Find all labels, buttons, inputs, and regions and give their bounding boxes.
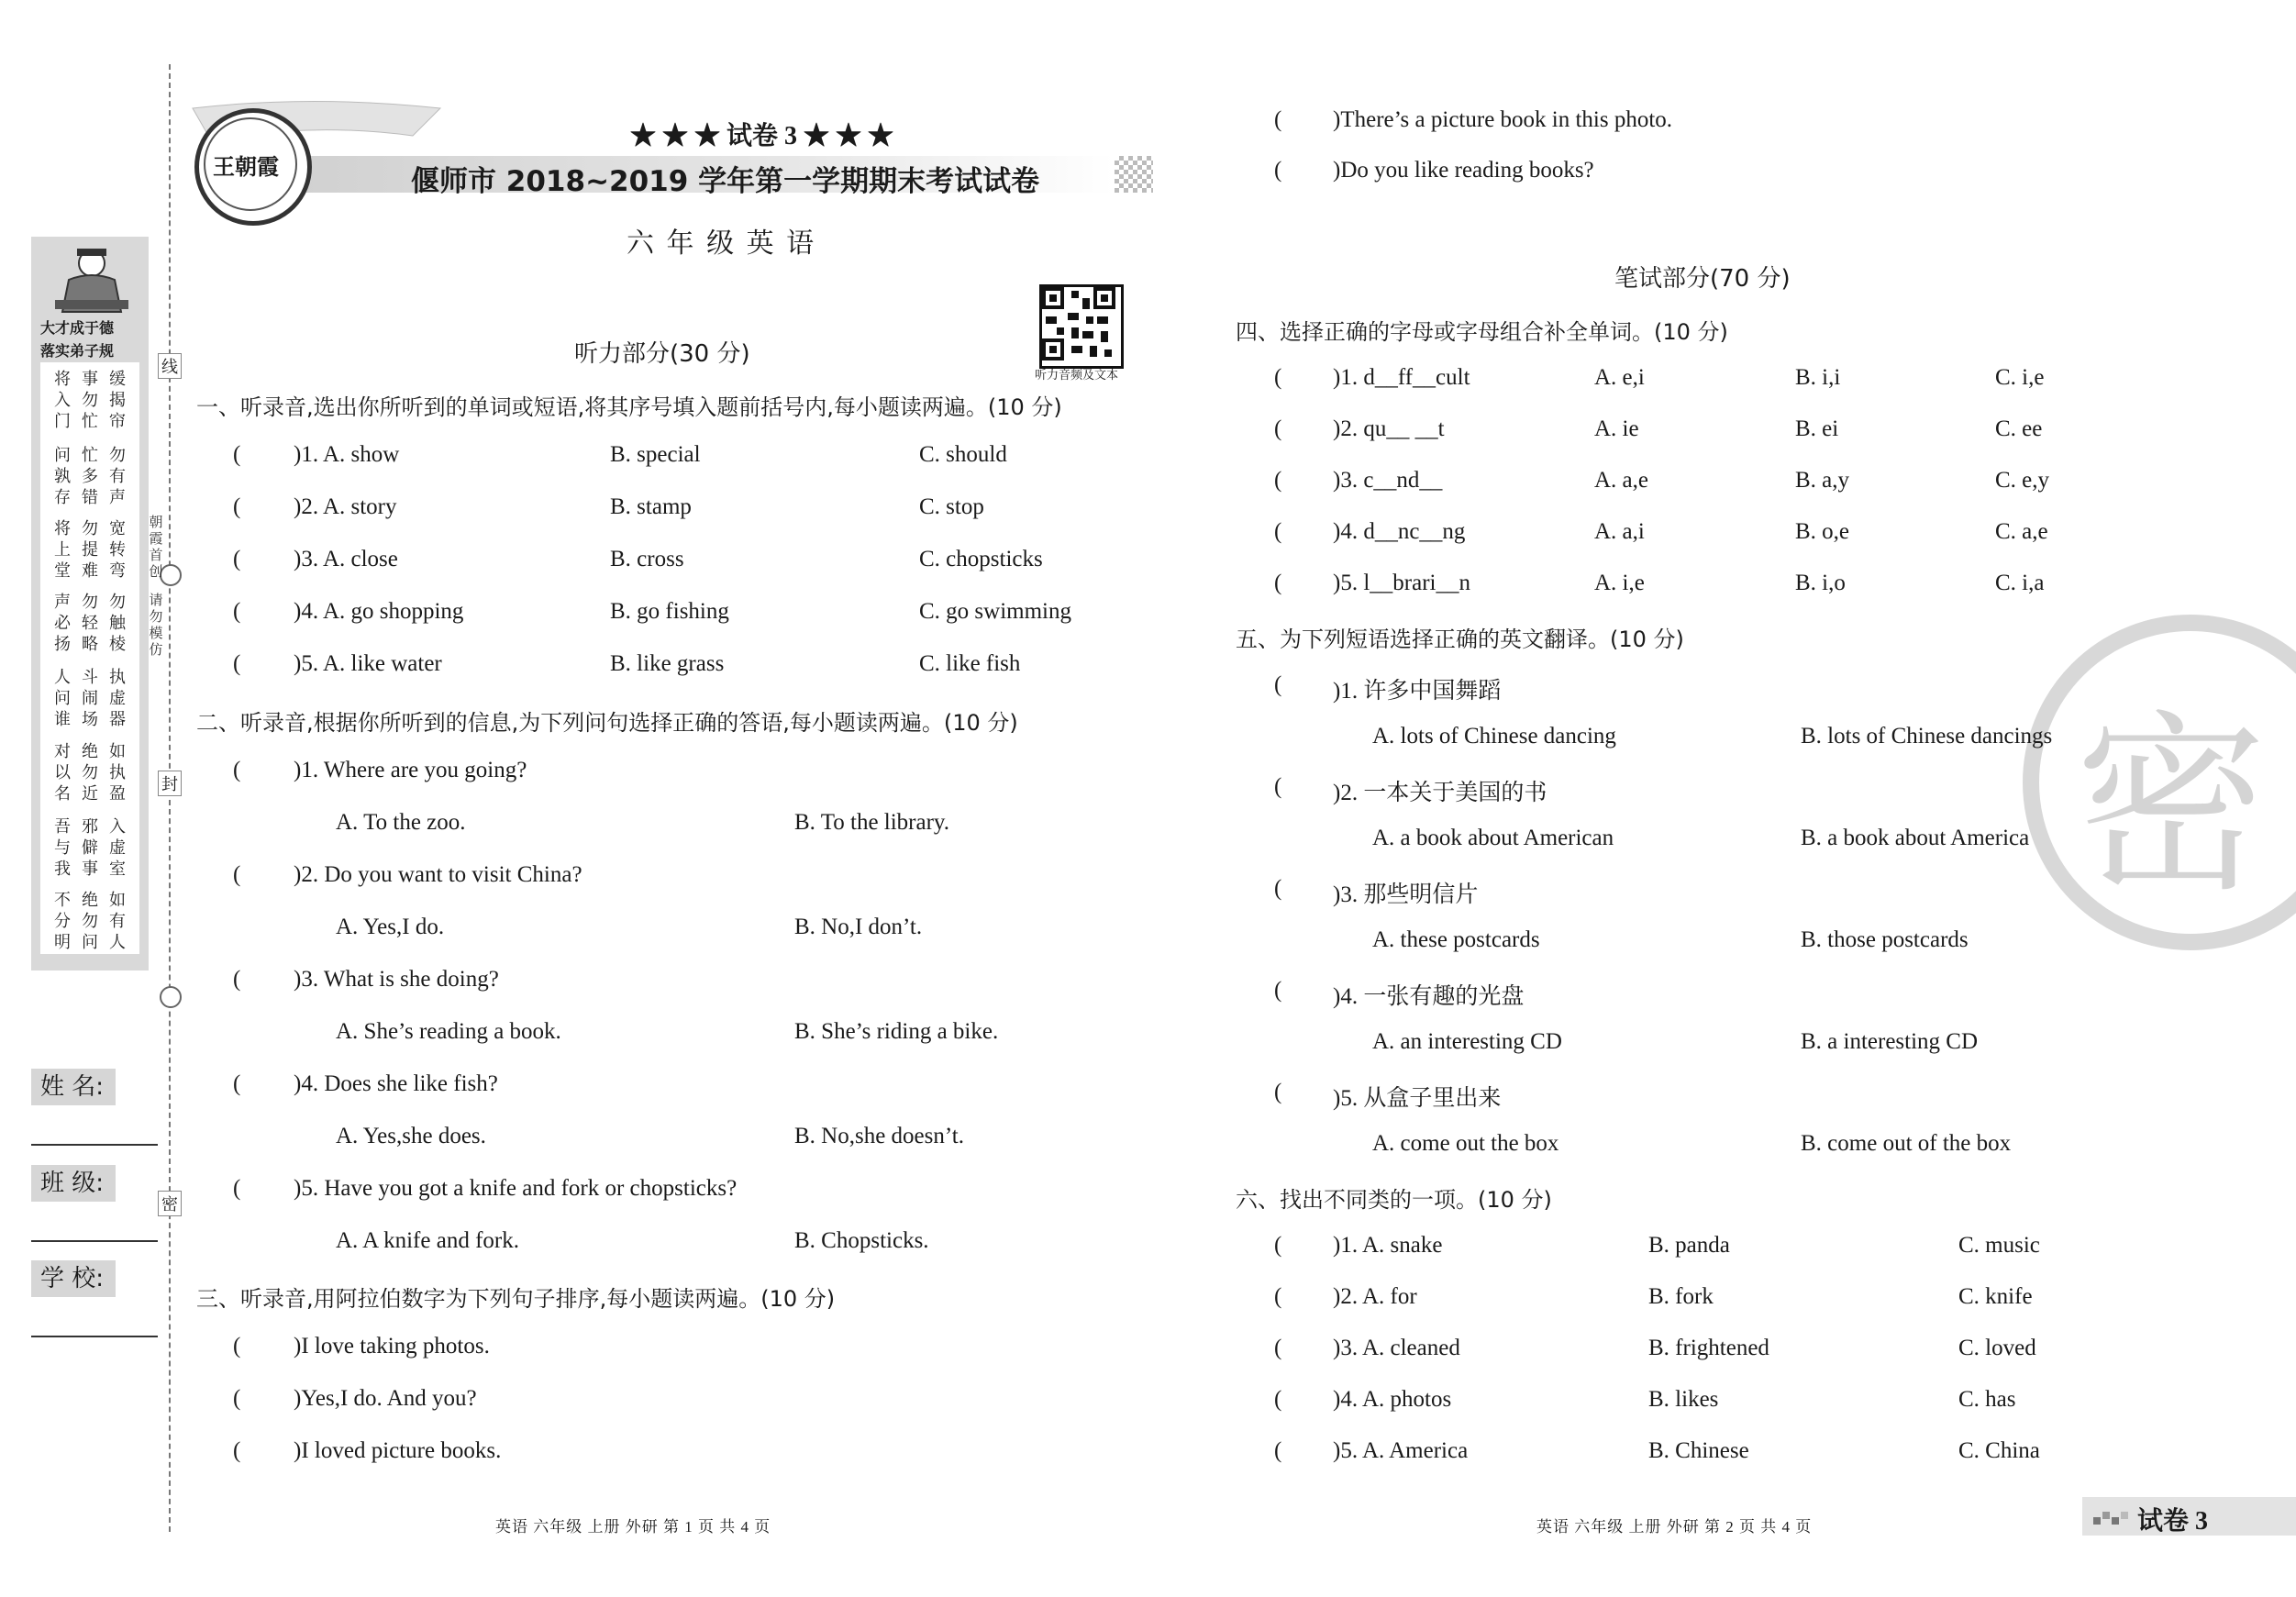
part6-q3-c: C. loved (1958, 1336, 2036, 1360)
motto-col: 不 分 明 (54, 891, 71, 952)
motto-col: 对 以 名 (54, 742, 71, 804)
part4-q4-b: B. o,e (1795, 519, 1850, 544)
part5-q1: )1. 许多中国舞蹈 (1333, 679, 1502, 704)
part2-q3-b: B. She’s riding a bike. (794, 1019, 999, 1044)
part1-q5: )5. A. like water (294, 651, 442, 676)
motto-col: 如 有 人 (109, 891, 126, 952)
part2-q5: )5. Have you got a knife and fork or chopsticks? (294, 1176, 738, 1201)
part4-heading: 四、选择正确的字母或字母组合补全单词。(10 分) (1236, 319, 1728, 345)
answer-bracket[interactable]: ( (1274, 1387, 1282, 1412)
part4-q1: )1. d__ff__cult (1333, 365, 1470, 390)
part4-q5: )5. l__brari__n (1333, 571, 1470, 595)
part4-q4-a: A. a,i (1594, 519, 1645, 544)
motto-col: 入 虚 室 (109, 817, 126, 879)
part6-q3-b: B. frightened (1648, 1336, 1769, 1360)
part2-q3: )3. What is she doing? (294, 967, 499, 992)
part5-q2: )2. 一本关于美国的书 (1333, 781, 1547, 805)
part2-q4-a: A. Yes,she does. (336, 1124, 486, 1148)
motto-col: 问 孰 存 (54, 446, 71, 507)
part4-q4: )4. d__nc__ng (1333, 519, 1466, 544)
part2-q3-a: A. She’s reading a book. (336, 1019, 561, 1044)
logo-text: 王朝霞 (213, 153, 279, 180)
part2-q2: )2. Do you want to visit China? (294, 862, 582, 887)
part6-q5-b: B. Chinese (1648, 1438, 1749, 1463)
answer-bracket[interactable]: ( (1274, 1438, 1282, 1463)
part4-q1-c: C. i,e (1995, 365, 2045, 390)
answer-bracket[interactable]: ( (233, 862, 241, 887)
qr-caption: 听力音频及文本 (1035, 369, 1119, 383)
part1-q3-b: B. cross (610, 547, 684, 571)
part1-q1-b: B. special (610, 442, 701, 467)
part2-q1-b: B. To the library. (794, 810, 950, 835)
qr-code-icon[interactable] (1039, 284, 1124, 369)
part3-s1: )I love taking photos. (294, 1334, 490, 1359)
page-title: 偃师市 2018~2019 学年第一学期期末考试试卷 (411, 165, 1040, 198)
part3-s2: )Yes,I do. And you? (294, 1386, 477, 1411)
watermark-seal-char: 密 (2075, 693, 2268, 918)
part4-q4-c: C. a,e (1995, 519, 2048, 544)
part4-q1-b: B. i,i (1795, 365, 1841, 390)
part2-q4: )4. Does she like fish? (294, 1071, 498, 1096)
part1-q4-b: B. go fishing (610, 599, 729, 624)
part2-q5-a: A. A knife and fork. (336, 1228, 519, 1253)
answer-bracket[interactable]: ( (1274, 1080, 1282, 1104)
part5-q4-b: B. a interesting CD (1801, 1029, 1979, 1054)
part4-q2-a: A. ie (1594, 416, 1639, 441)
part4-q1-a: A. e,i (1594, 365, 1645, 390)
part1-heading: 一、听录音,选出你所听到的单词或短语,将其序号填入题前括号内,每小题读两遍。(10 分) (196, 394, 1062, 420)
part1-q2-c: C. stop (919, 494, 984, 519)
binding-label-feng: 封 (158, 771, 182, 796)
answer-bracket[interactable]: ( (233, 547, 241, 571)
motto-col: 缓 揭 帘 (109, 370, 126, 431)
part2-q1: )1. Where are you going? (294, 758, 527, 782)
answer-bracket[interactable]: ( (1274, 774, 1282, 799)
name-field[interactable] (31, 1144, 158, 1146)
answer-bracket[interactable]: ( (1274, 571, 1282, 595)
part5-q4: )4. 一张有趣的光盘 (1333, 984, 1525, 1009)
part1-q2: )2. A. story (294, 494, 397, 519)
motto-col: 忙 多 错 (82, 446, 98, 507)
paper-tag: ★ ★ ★ 试卷 3 ★ ★ ★ (630, 122, 894, 150)
answer-bracket[interactable]: ( (233, 1334, 241, 1359)
answer-bracket[interactable]: ( (1274, 1336, 1282, 1360)
answer-bracket[interactable]: ( (233, 494, 241, 519)
part1-q2-b: B. stamp (610, 494, 692, 519)
part4-q5-b: B. i,o (1795, 571, 1846, 595)
motto-col: 声 必 扬 (54, 593, 71, 654)
part6-q3-a: )3. A. cleaned (1333, 1336, 1460, 1360)
motto-col: 将 上 堂 (54, 519, 71, 581)
slogan-1: 大才成于德 (40, 319, 115, 337)
part2-heading: 二、听录音,根据你所听到的信息,为下列问句选择正确的答语,每小题读两遍。(10 分) (196, 710, 1018, 736)
part4-q2-c: C. ee (1995, 416, 2043, 441)
part4-q3-b: B. a,y (1795, 468, 1850, 493)
answer-bracket[interactable]: ( (233, 1386, 241, 1411)
motto-col: 吾 与 我 (54, 817, 71, 879)
part6-q2-a: )2. A. for (1333, 1284, 1417, 1309)
motto-col: 绝 勿 问 (82, 891, 98, 952)
part5-q3-a: A. these postcards (1372, 927, 1540, 952)
motto-col: 绝 勿 近 (82, 742, 98, 804)
part1-q4: )4. A. go shopping (294, 599, 464, 624)
part1-q5-c: C. like fish (919, 651, 1021, 676)
answer-bracket[interactable]: ( (233, 967, 241, 992)
motto-col: 如 执 盈 (109, 742, 126, 804)
motto-col: 勿 轻 略 (82, 593, 98, 654)
part4-q3: )3. c__nd__ (1333, 468, 1443, 493)
part4-q2-b: B. ei (1795, 416, 1839, 441)
part6-q1-c: C. music (1958, 1233, 2040, 1258)
part1-q3: )3. A. close (294, 547, 398, 571)
part6-q4-c: C. has (1958, 1387, 2016, 1412)
part1-q1: )1. A. show (294, 442, 400, 467)
part6-q2-b: B. fork (1648, 1284, 1714, 1309)
answer-bracket[interactable]: ( (233, 758, 241, 782)
motto-col: 邪 僻 事 (82, 817, 98, 879)
scholar-illustration-icon (46, 243, 138, 316)
part6-q1-a: )1. A. snake (1333, 1233, 1443, 1258)
answer-bracket[interactable]: ( (233, 651, 241, 676)
answer-bracket[interactable]: ( (1274, 107, 1282, 132)
part4-q2: )2. qu__ __t (1333, 416, 1445, 441)
school-label: 学 校: (31, 1260, 116, 1297)
motto-col: 宽 转 弯 (109, 519, 126, 581)
part1-q3-c: C. chopsticks (919, 547, 1043, 571)
checker-pattern-icon (1115, 156, 1153, 193)
part5-q1-a: A. lots of Chinese dancing (1372, 724, 1616, 749)
school-field[interactable] (31, 1336, 158, 1337)
answer-bracket[interactable]: ( (1274, 978, 1282, 1003)
answer-bracket[interactable]: ( (1274, 365, 1282, 390)
motto-col: 勿 触 棱 (109, 593, 126, 654)
part1-q4-c: C. go swimming (919, 599, 1071, 624)
answer-bracket[interactable]: ( (1274, 158, 1282, 183)
part2-q2-b: B. No,I don’t. (794, 915, 923, 939)
part2-q5-b: B. Chopsticks. (794, 1228, 929, 1253)
binding-line (169, 64, 171, 1532)
motto-col: 事 勿 忙 (82, 370, 98, 431)
part5-q2-a: A. a book about American (1372, 826, 1614, 850)
answer-bracket[interactable]: ( (1274, 672, 1282, 697)
answer-bracket[interactable]: ( (233, 599, 241, 624)
copyright-note-1: 朝 霞 首 创 (149, 514, 163, 580)
part1-q5-b: B. like grass (610, 651, 725, 676)
class-field[interactable] (31, 1240, 158, 1242)
part5-q5: )5. 从盒子里出来 (1333, 1086, 1502, 1111)
answer-bracket[interactable]: ( (233, 1438, 241, 1463)
part5-q2-b: B. a book about America (1801, 826, 2030, 850)
slogan-2: 落实弟子规 (40, 342, 115, 360)
part2-q2-a: A. Yes,I do. (336, 915, 445, 939)
binding-label-xian: 线 (158, 353, 182, 379)
footer-tag: 试卷 3 (2137, 1507, 2209, 1536)
part5-q4-a: A. an interesting CD (1372, 1029, 1562, 1054)
part6-q1-b: B. panda (1648, 1233, 1730, 1258)
footer-left: 英语 六年级 上册 外研 第 1 页 共 4 页 (495, 1518, 771, 1536)
motto-col: 人 问 谁 (54, 668, 71, 729)
answer-bracket[interactable]: ( (233, 1176, 241, 1201)
answer-bracket[interactable]: ( (1274, 519, 1282, 544)
motto-col: 勿 提 难 (82, 519, 98, 581)
part5-q5-a: A. come out the box (1372, 1131, 1559, 1156)
name-label: 姓 名: (31, 1069, 116, 1105)
footer-right: 英语 六年级 上册 外研 第 2 页 共 4 页 (1536, 1518, 1813, 1536)
copyright-note-2: 请 勿 模 仿 (149, 592, 163, 658)
binding-label-mi: 密 (158, 1191, 182, 1216)
part5-q5-b: B. come out of the box (1801, 1131, 2012, 1156)
part4-q5-a: A. i,e (1594, 571, 1645, 595)
footer-dots-icon (2093, 1508, 2130, 1528)
part4-q5-c: C. i,a (1995, 571, 2045, 595)
motto-col: 执 虚 器 (109, 668, 126, 729)
part1-q1-c: C. should (919, 442, 1007, 467)
part6-heading: 六、找出不同类的一项。(10 分) (1236, 1187, 1552, 1213)
part6-q4-b: B. likes (1648, 1387, 1719, 1412)
subject-title: 六 年 级 英 语 (627, 227, 816, 260)
part4-q3-c: C. e,y (1995, 468, 2050, 493)
part3-heading: 三、听录音,用阿拉伯数字为下列句子排序,每小题读两遍。(10 分) (196, 1286, 836, 1312)
part5-heading: 五、为下列短语选择正确的英文翻译。(10 分) (1236, 627, 1684, 652)
part6-q4-a: )4. A. photos (1333, 1387, 1452, 1412)
answer-bracket[interactable]: ( (1274, 468, 1282, 493)
class-label: 班 级: (31, 1165, 116, 1202)
written-section-title: 笔试部分(70 分) (1614, 265, 1791, 293)
part5-q3-b: B. those postcards (1801, 927, 1969, 952)
answer-bracket[interactable]: ( (1274, 416, 1282, 441)
part6-q5-a: )5. A. America (1333, 1438, 1469, 1463)
part3-s5: )Do you like reading books? (1333, 158, 1594, 183)
part4-q3-a: A. a,e (1594, 468, 1648, 493)
answer-bracket[interactable]: ( (1274, 1233, 1282, 1258)
motto-col: 将 入 门 (54, 370, 71, 431)
part5-q1-b: B. lots of Chinese dancings (1801, 724, 2053, 749)
motto-col: 斗 闹 场 (82, 668, 98, 729)
part6-q5-c: C. China (1958, 1438, 2040, 1463)
part6-q2-c: C. knife (1958, 1284, 2033, 1309)
part3-s3: )I loved picture books. (294, 1438, 502, 1463)
part2-q1-a: A. To the zoo. (336, 810, 466, 835)
binding-hole-icon (160, 986, 182, 1008)
listening-section-title: 听力部分(30 分) (574, 340, 750, 368)
answer-bracket[interactable]: ( (1274, 1284, 1282, 1309)
answer-bracket[interactable]: ( (233, 442, 241, 467)
part3-s4: )There’s a picture book in this photo. (1333, 107, 1673, 132)
part5-q3: )3. 那些明信片 (1333, 882, 1479, 907)
answer-bracket[interactable]: ( (233, 1071, 241, 1096)
motto-col: 勿 有 声 (109, 446, 126, 507)
part2-q4-b: B. No,she doesn’t. (794, 1124, 964, 1148)
answer-bracket[interactable]: ( (1274, 876, 1282, 901)
